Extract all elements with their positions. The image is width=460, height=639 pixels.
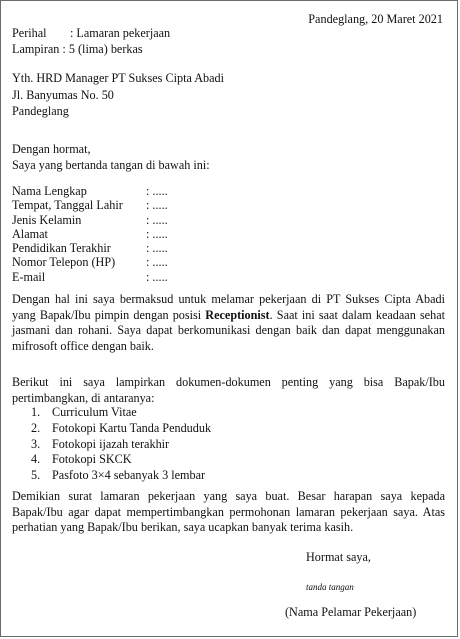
- list-item: [31, 452, 211, 468]
- item-text: Curriculum Vitae: [52, 405, 137, 419]
- lampiran-line: Lampiran : 5 (lima) berkas: [12, 42, 143, 56]
- item-number: 4.: [31, 452, 41, 467]
- field-row: [12, 270, 168, 284]
- field-row: [12, 184, 168, 198]
- item-number: 1.: [31, 405, 41, 419]
- list-item: [31, 468, 211, 484]
- item-text: Fotokopi ijazah terakhir: [52, 436, 170, 451]
- perihal-line: [12, 26, 170, 42]
- list-item: [31, 437, 211, 453]
- field-row: [12, 227, 168, 241]
- field-row: [12, 255, 168, 269]
- closing-salutation: Hormat saya,: [306, 550, 371, 564]
- recipient-address: Jl. Banyumas No. 50: [12, 87, 114, 102]
- application-paragraph: [12, 292, 445, 354]
- opening-block: [12, 142, 210, 174]
- field-row: [12, 241, 168, 255]
- attachment-list: [31, 405, 211, 484]
- perihal-value: : Lamaran pekerjaan: [70, 26, 171, 40]
- attachments-intro: Berikut ini saya lampirkan dokumen-dokumen penting yang bisa Bapak/Ibu pertimbangkan, di antaranya:: [12, 375, 445, 405]
- field-value: : .....: [146, 212, 168, 227]
- field-value: : .....: [146, 226, 168, 241]
- item-text: Fotokopi SKCK: [52, 452, 132, 467]
- closing-paragraph: Demikian surat lamaran pekerjaan yang saya buat. Besar harapan saya kepada Bapak/Ibu agar dapat mempertimbangkan permohonan lamaran pekerjaan saya. Atas perhatian yang Bapak/Ibu berikan, saya ucapkan banyak terima kasih.: [12, 489, 445, 534]
- greeting: Dengan hormat,: [12, 142, 91, 156]
- field-value: : .....: [146, 255, 168, 270]
- perihal-label: Perihal: [12, 26, 47, 40]
- field-value: : .....: [146, 184, 168, 198]
- recipient-name: Yth. HRD Manager PT Sukses Cipta Abadi: [12, 71, 225, 85]
- field-row: [12, 213, 168, 227]
- item-number: 3.: [31, 436, 41, 451]
- field-label: Tempat, Tanggal Lahir: [12, 198, 123, 213]
- field-label: Alamat: [12, 226, 48, 241]
- item-number: 5.: [31, 468, 41, 483]
- paragraph-text: Dengan hal ini saya bermaksud untuk melamar pekerjaan di PT Sukses Cipta Abadi yang Bapak/Ibu pimpin dengan posisi: [12, 292, 445, 322]
- field-row: [12, 198, 168, 212]
- field-label: Nomor Telepon (HP): [12, 255, 116, 270]
- intro-line: Saya yang bertanda tangan di bawah ini:: [12, 158, 210, 172]
- field-label: Pendidikan Terakhir: [12, 241, 111, 256]
- position-name: Receptionist: [205, 307, 270, 322]
- field-label: Jenis Kelamin: [12, 212, 82, 227]
- applicant-fields: [12, 184, 168, 284]
- signature-placeholder: tanda tangan: [306, 582, 354, 592]
- letter-date: Pandeglang, 20 Maret 2021: [308, 12, 443, 26]
- field-label: E-mail: [12, 269, 46, 284]
- recipient-block: [12, 71, 224, 121]
- paragraph-text: . Saat ini saat dalam keadaan sehat jasmani dan rohani. Saya dapat berkomunikasi dengan baik dan dapat menggunakan mifrosoft office dengan baik.: [12, 307, 445, 353]
- field-value: : .....: [146, 198, 168, 213]
- recipient-city: Pandeglang: [12, 104, 69, 118]
- field-label: Nama Lengkap: [12, 184, 87, 198]
- item-text: Fotokopi Kartu Tanda Penduduk: [52, 420, 212, 435]
- item-number: 2.: [31, 420, 41, 435]
- item-text: Pasfoto 3×4 sebanyak 3 lembar: [52, 468, 206, 483]
- field-value: : .....: [146, 269, 168, 284]
- signer-name: (Nama Pelamar Pekerjaan): [285, 605, 417, 619]
- field-value: : .....: [146, 241, 168, 256]
- letter-meta: [12, 26, 170, 58]
- list-item: [31, 421, 211, 437]
- list-item: [31, 405, 211, 421]
